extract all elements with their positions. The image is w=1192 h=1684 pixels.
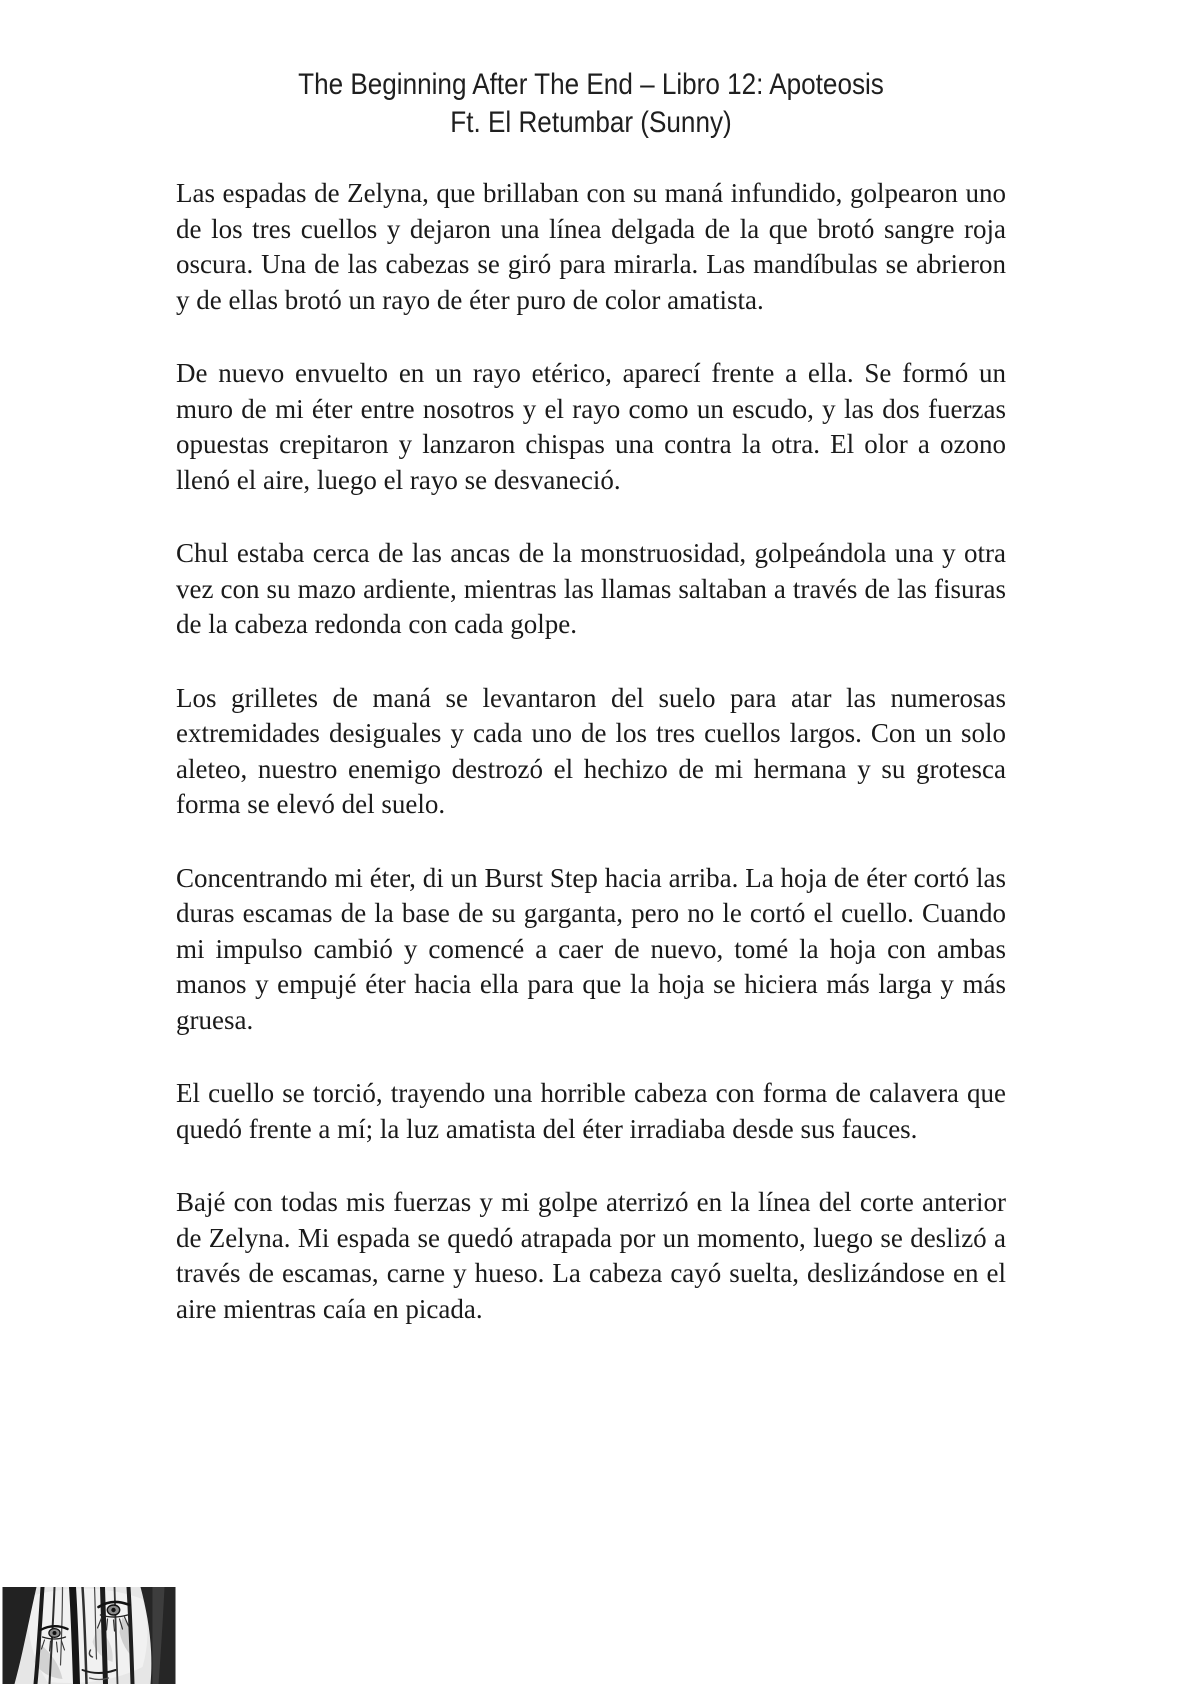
document-body (176, 176, 1006, 1365)
document-title (176, 66, 1006, 142)
manga-face-illustration (2, 1587, 176, 1684)
paragraph: Las espadas de Zelyna, que brillaban con su maná infundido, golpearon uno de los tres cuellos y dejaron una línea delgada de la que brotó sangre roja oscura. Una de las cabezas se giró para mirarla. Las mandíbulas se abrieron y de ellas brotó un rayo de éter puro de color amatista. (176, 178, 1006, 315)
paragraph: Los grilletes de maná se levantaron del suelo para atar las numerosas extremidades desiguales y cada uno de los tres cuellos largos. Con un solo aleteo, nuestro enemigo destrozó el hechizo de mi hermana y su grotesca forma se elevó del suelo. (176, 682, 1006, 819)
title-line-1: The Beginning After The End – Libro 12: Apoteosis (298, 68, 884, 101)
paragraph: De nuevo envuelto en un rayo etérico, aparecí frente a ella. Se formó un muro de mi éter entre nosotros y el rayo como un escudo, y las dos fuerzas opuestas crepitaron y lanzaron chispas una contra la otra. El olor a ozono llenó el aire, luego el rayo se desvaneció. (176, 358, 1006, 495)
title-line-2: Ft. El Retumbar (Sunny) (450, 106, 732, 139)
paragraph: Concentrando mi éter, di un Burst Step hacia arriba. La hoja de éter cortó las duras escamas de la base de su garganta, pero no le cortó el cuello. Cuando mi impulso cambió y comencé a caer de nuevo, tomé la hoja con ambas manos y empujé éter hacia ella para que la hoja se hiciera más larga y más gruesa. (176, 862, 1006, 1035)
paragraph: El cuello se torció, trayendo una horrible cabeza con forma de calavera que quedó frente a mí; la luz amatista del éter irradiaba desde sus fauces. (176, 1078, 1006, 1144)
paragraph: Chul estaba cerca de las ancas de la monstruosidad, golpeándola una y otra vez con su mazo ardiente, mientras las llamas saltaban a través de las fisuras de la cabeza redonda con cada golpe. (176, 538, 1006, 639)
manga-face-image (2, 1587, 176, 1684)
paragraph: Bajé con todas mis fuerzas y mi golpe aterrizó en la línea del corte anterior de Zelyna. Mi espada se quedó atrapada por un momento, luego se deslizó a través de escamas, carne y hueso. La cabeza cayó suelta, deslizándose en el aire mientras caía en picada. (176, 1187, 1006, 1324)
